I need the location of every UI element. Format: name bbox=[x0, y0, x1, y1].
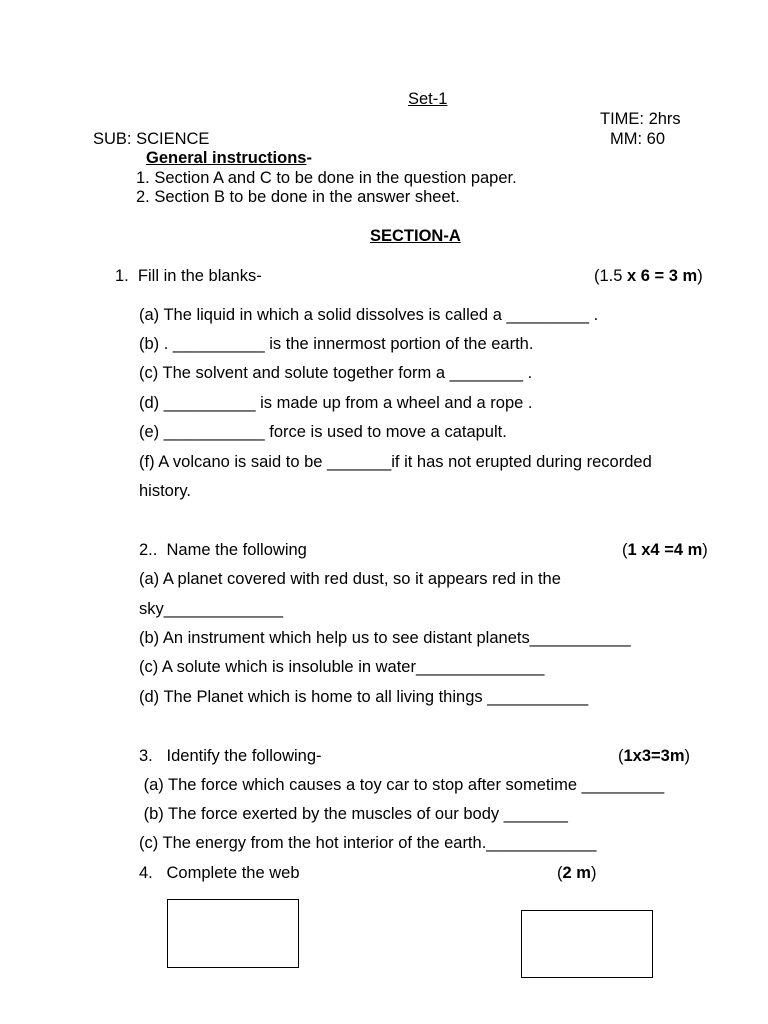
set-label: Set-1 bbox=[408, 90, 448, 108]
q1-item: history. bbox=[139, 482, 191, 500]
q1-item: (d) __________ is made up from a wheel and a rope . bbox=[139, 394, 533, 412]
q3-marks bbox=[618, 746, 690, 766]
time-label: TIME: 2hrs bbox=[600, 110, 681, 128]
q1-marks-value: x 6 = 3 m bbox=[627, 267, 698, 285]
q3-item: (a) The force which causes a toy car to stop after sometime _________ bbox=[139, 776, 665, 794]
q3-item: (b) The force exerted by the muscles of our body _______ bbox=[139, 805, 568, 823]
q1-item: (b) . __________ is the innermost portion of the earth. bbox=[139, 335, 534, 353]
instruction-item: 2. Section B to be done in the answer sheet. bbox=[136, 188, 460, 206]
q1-title: 1. Fill in the blanks- bbox=[115, 267, 262, 285]
instructions-title-suffix: - bbox=[306, 149, 312, 167]
instruction-item: 1. Section A and C to be done in the question paper. bbox=[136, 169, 517, 187]
q3-item: (c) The energy from the hot interior of the earth.____________ bbox=[139, 834, 597, 852]
q2-item: (c) A solute which is insoluble in water______________ bbox=[139, 658, 545, 676]
q4-title: 4. Complete the web bbox=[139, 864, 300, 882]
q3-marks-value: 1x3=3m bbox=[623, 747, 685, 765]
q1-item: (f) A volcano is said to be _______if it has not erupted during recorded bbox=[139, 453, 652, 471]
web-box-right bbox=[521, 910, 653, 978]
section-title: SECTION-A bbox=[370, 227, 461, 245]
q2-title: 2.. Name the following bbox=[139, 541, 307, 559]
q1-marks-prefix: (1.5 bbox=[594, 267, 628, 285]
q2-item: (a) A planet covered with red dust, so it appears red in the bbox=[139, 570, 561, 588]
max-marks-label: MM: 60 bbox=[610, 130, 666, 148]
q1-marks-suffix: ) bbox=[697, 267, 703, 285]
instructions-title-text: General instructions bbox=[146, 149, 307, 167]
q3-marks-prefix: ( bbox=[618, 747, 624, 765]
q2-item: sky_____________ bbox=[139, 600, 284, 618]
q4-marks-prefix: ( bbox=[557, 864, 563, 882]
q2-marks-value: 1 x4 =4 m bbox=[627, 541, 703, 559]
q1-item: (a) The liquid in which a solid dissolves is called a _________ . bbox=[139, 306, 599, 324]
q2-marks-prefix: ( bbox=[622, 541, 628, 559]
q4-marks-value: 2 m bbox=[562, 864, 591, 882]
q4-marks-suffix: ) bbox=[590, 864, 597, 882]
q1-marks bbox=[594, 266, 703, 286]
q2-marks bbox=[622, 540, 708, 560]
q1-item: (e) ___________ force is used to move a catapult. bbox=[139, 423, 507, 441]
q2-item: (b) An instrument which help us to see distant planets___________ bbox=[139, 629, 631, 647]
q3-marks-suffix: ) bbox=[684, 747, 691, 765]
instructions-title bbox=[146, 148, 312, 168]
subject-label: SUB: SCIENCE bbox=[93, 130, 210, 148]
q3-title: 3. Identify the following- bbox=[139, 747, 322, 765]
q2-marks-suffix: ) bbox=[702, 541, 708, 559]
q1-item: (c) The solvent and solute together form a ________ . bbox=[139, 364, 533, 382]
web-box-left bbox=[167, 899, 299, 968]
q4-marks bbox=[557, 863, 596, 883]
q2-item: (d) The Planet which is home to all living things ___________ bbox=[139, 688, 589, 706]
